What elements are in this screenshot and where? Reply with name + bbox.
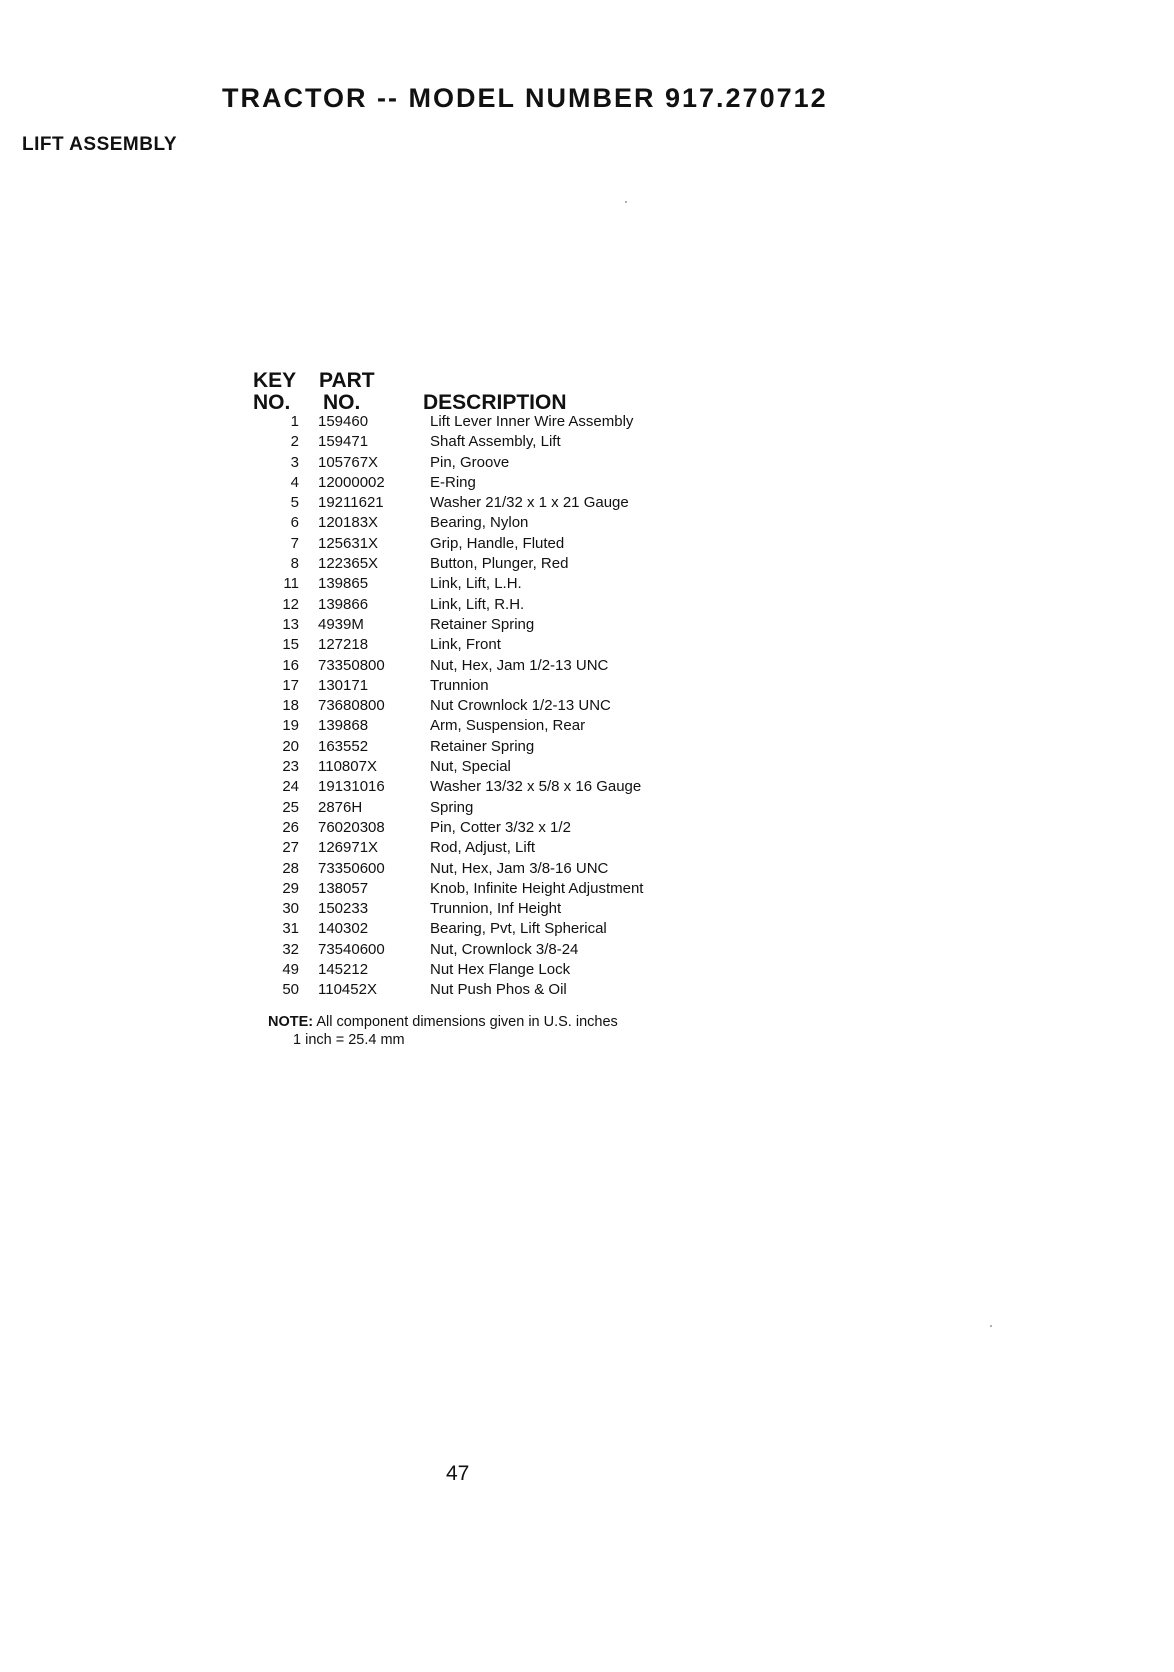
- part-number-cell: 139866: [318, 595, 369, 613]
- table-row: [268, 737, 728, 757]
- scan-speck: [625, 201, 627, 203]
- key-cell: 29: [282, 879, 299, 897]
- model-number-text: TRACTOR -- MODEL NUMBER 917.270712: [222, 83, 828, 113]
- key-cell: 19: [282, 717, 299, 735]
- part-number-cell: 139865: [318, 575, 369, 593]
- table-row: [268, 412, 728, 432]
- description-cell: Arm, Suspension, Rear: [430, 717, 586, 735]
- part-number-cell: 12000002: [318, 473, 385, 491]
- table-row: [268, 534, 728, 554]
- description-cell: Retainer Spring: [430, 737, 535, 755]
- key-cell: 18: [282, 697, 299, 715]
- key-cell: 4: [290, 473, 299, 491]
- part-number-cell: 150233: [318, 900, 369, 918]
- unit-conversion: 1 inch = 25.4 mm: [293, 1032, 405, 1048]
- description-cell: Knob, Infinite Height Adjustment: [430, 879, 644, 897]
- model-number-header: [222, 83, 828, 122]
- part-column-header-bottom: NO.: [323, 391, 361, 414]
- key-cell: 30: [282, 900, 299, 918]
- description-cell: Shaft Assembly, Lift: [430, 433, 561, 451]
- part-number-cell: 140302: [318, 920, 369, 938]
- key-cell: 27: [282, 839, 299, 857]
- description-cell: Link, Lift, L.H.: [430, 575, 522, 593]
- description-cell: Trunnion, Inf Height: [430, 900, 562, 918]
- table-row: [268, 859, 728, 879]
- part-number-cell: 73540600: [318, 940, 385, 958]
- table-row: [268, 716, 728, 736]
- key-cell: 3: [290, 453, 299, 471]
- note-label: NOTE:: [268, 1014, 314, 1030]
- part-number-cell: 159460: [318, 413, 369, 430]
- part-number-cell: 138057: [318, 879, 369, 897]
- table-row: [268, 919, 728, 939]
- part-number-cell: 122365X: [318, 555, 379, 573]
- key-cell: 13: [282, 615, 299, 633]
- description-cell: Spring: [430, 798, 474, 816]
- part-number-cell: 139868: [318, 717, 369, 735]
- table-row: [268, 473, 728, 493]
- dimensions-note: [268, 1012, 618, 1032]
- key-cell: 50: [282, 981, 299, 999]
- key-cell: 25: [282, 798, 299, 816]
- key-cell: 32: [282, 940, 299, 958]
- description-cell: Nut Crownlock 1/2-13 UNC: [430, 697, 611, 715]
- description-cell: Link, Lift, R.H.: [430, 595, 525, 613]
- part-number-cell: 125631X: [318, 534, 379, 552]
- part-number-cell: 2876H: [318, 798, 363, 816]
- key-cell: 11: [283, 575, 299, 593]
- table-row: [268, 676, 728, 696]
- description-cell: Bearing, Pvt, Lift Spherical: [430, 920, 607, 938]
- part-number-cell: 73680800: [318, 697, 385, 715]
- part-number-cell: 130171: [318, 676, 369, 694]
- part-number-cell: 127218: [318, 636, 369, 654]
- description-cell: Button, Plunger, Red: [430, 555, 569, 573]
- parts-list: [268, 412, 728, 1001]
- description-cell: Lift Lever Inner Wire Assembly: [430, 413, 634, 430]
- description-cell: Nut Hex Flange Lock: [430, 961, 571, 979]
- part-number-cell: 120183X: [318, 514, 379, 532]
- part-number-cell: 159471: [318, 433, 369, 451]
- description-cell: Nut Push Phos & Oil: [430, 981, 567, 999]
- description-cell: Nut, Crownlock 3/8-24: [430, 940, 579, 958]
- part-number-cell: 110452X: [318, 981, 377, 999]
- description-cell: Nut, Hex, Jam 1/2-13 UNC: [430, 656, 609, 674]
- part-number-cell: 76020308: [318, 818, 385, 836]
- table-row: [268, 615, 728, 635]
- key-cell: 49: [282, 961, 299, 979]
- table-row: [268, 493, 728, 513]
- table-row: [268, 940, 728, 960]
- table-row: [268, 696, 728, 716]
- key-cell: 20: [282, 737, 299, 755]
- table-row: [268, 595, 728, 615]
- description-cell: Retainer Spring: [430, 615, 535, 633]
- key-cell: 8: [290, 555, 299, 573]
- part-number-cell: 4939M: [318, 615, 364, 633]
- key-cell: 5: [290, 494, 299, 512]
- description-cell: Pin, Cotter 3/32 x 1/2: [430, 818, 571, 836]
- part-number-cell: 110807X: [318, 758, 377, 776]
- key-cell: 23: [282, 758, 299, 776]
- table-row: [268, 879, 728, 899]
- part-number-cell: 163552: [318, 737, 369, 755]
- key-cell: 1: [290, 413, 299, 430]
- description-cell: Washer 21/32 x 1 x 21 Gauge: [430, 494, 629, 512]
- description-cell: Nut, Hex, Jam 3/8-16 UNC: [430, 859, 609, 877]
- part-number-cell: 145212: [318, 961, 369, 979]
- table-row: [268, 899, 728, 919]
- table-row: [268, 818, 728, 838]
- description-cell: Pin, Groove: [430, 453, 510, 471]
- key-cell: 6: [290, 514, 299, 532]
- part-number-cell: 73350600: [318, 859, 385, 877]
- table-row: [268, 960, 728, 980]
- key-cell: 16: [282, 656, 299, 674]
- key-column-header-bottom: NO.: [253, 391, 291, 414]
- part-number-cell: 19131016: [318, 778, 385, 796]
- table-row: [268, 980, 728, 1000]
- key-cell: 2: [290, 433, 299, 451]
- table-row: [268, 513, 728, 533]
- scan-speck: [990, 1325, 992, 1327]
- key-cell: 17: [282, 676, 299, 694]
- key-cell: 28: [282, 859, 299, 877]
- key-cell: 24: [282, 778, 299, 796]
- table-row: [268, 656, 728, 676]
- description-cell: E-Ring: [430, 473, 476, 491]
- description-cell: Grip, Handle, Fluted: [430, 534, 565, 552]
- description-cell: Washer 13/32 x 5/8 x 16 Gauge: [430, 778, 642, 796]
- description-cell: Bearing, Nylon: [430, 514, 529, 532]
- description-cell: Trunnion: [430, 676, 489, 694]
- table-row: [268, 777, 728, 797]
- table-row: [268, 798, 728, 818]
- key-column-header-top: KEY: [253, 369, 297, 392]
- key-cell: 7: [290, 534, 299, 552]
- table-row: [268, 574, 728, 594]
- key-cell: 12: [282, 595, 299, 613]
- table-row: [268, 838, 728, 858]
- note-text: All component dimensions given in U.S. inches: [316, 1014, 618, 1030]
- table-row: [268, 432, 728, 452]
- part-number-cell: 126971X: [318, 839, 379, 857]
- part-number-cell: 19211621: [318, 494, 384, 512]
- key-cell: 15: [282, 636, 299, 654]
- description-cell: Link, Front: [430, 636, 501, 654]
- table-row: [268, 453, 728, 473]
- key-cell: 31: [282, 920, 299, 938]
- part-column-header-top: PART: [319, 369, 375, 392]
- description-cell: Rod, Adjust, Lift: [430, 839, 536, 857]
- description-cell: Nut, Special: [430, 758, 511, 776]
- page-number: 47: [446, 1462, 470, 1485]
- table-row: [268, 635, 728, 655]
- key-cell: 26: [282, 818, 299, 836]
- description-column-header: DESCRIPTION: [423, 391, 567, 414]
- part-number-cell: 105767X: [318, 453, 379, 471]
- part-number-cell: 73350800: [318, 656, 385, 674]
- table-row: [268, 757, 728, 777]
- table-row: [268, 554, 728, 574]
- section-title: LIFT ASSEMBLY: [22, 134, 177, 155]
